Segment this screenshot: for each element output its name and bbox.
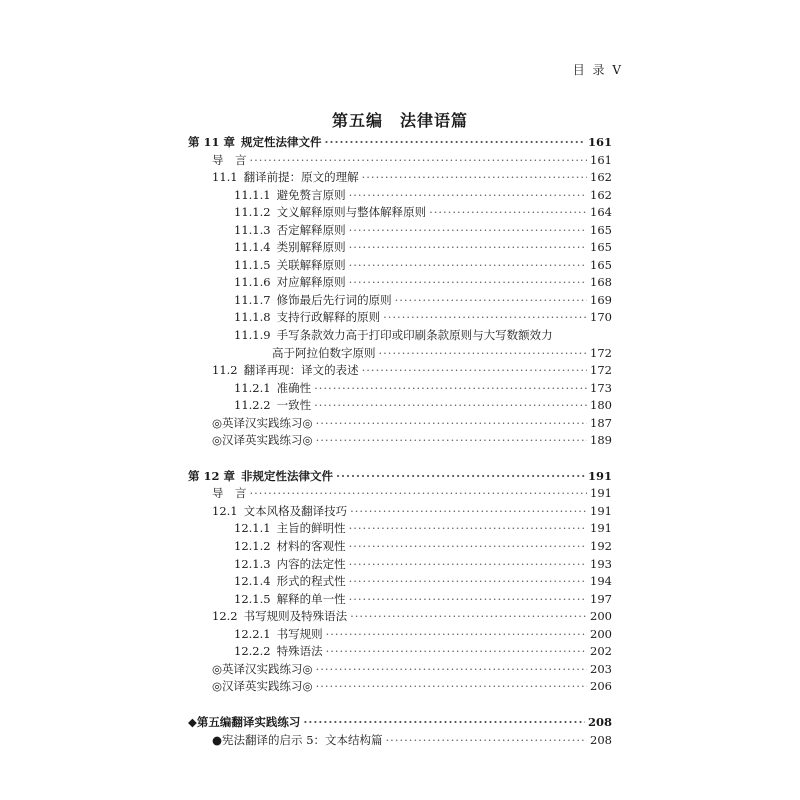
toc-entry[interactable]	[188, 204, 612, 222]
leader-dots	[314, 381, 587, 395]
toc-entry-title: 关联解释原则	[276, 257, 346, 272]
toc-entry[interactable]	[188, 187, 612, 205]
toc-entry-title: 避免赘言原则	[276, 187, 346, 202]
toc-chapter-entry[interactable]	[188, 468, 612, 486]
toc-page-number: 164	[590, 205, 612, 220]
section-gap	[188, 450, 612, 468]
toc-page-number: 200	[590, 609, 612, 624]
toc-page-number: 161	[590, 152, 612, 167]
toc-entry-title: 准确性	[276, 380, 312, 395]
toc-page-number: 208	[587, 714, 612, 729]
toc-entry-title: 特殊语法	[276, 644, 323, 659]
toc-page-number: 187	[590, 415, 612, 430]
toc-entry-title: 书写规则	[276, 626, 323, 641]
leader-dots	[316, 662, 587, 676]
toc-entry-title: 材料的客观性	[276, 539, 346, 554]
toc-entry[interactable]	[188, 362, 612, 380]
toc-entry-number: 11.1.3	[234, 222, 271, 237]
toc-entry-title: 形式的程式性	[276, 574, 346, 589]
toc-page-number: 191	[590, 486, 612, 501]
leader-dots	[326, 627, 587, 641]
leader-dots	[303, 715, 585, 729]
toc-entry-number: 11.1.1	[234, 187, 271, 202]
toc-entry-title: ◎汉译英实践练习◎	[212, 679, 313, 694]
toc-page-number: 168	[590, 275, 612, 290]
toc-entry[interactable]	[188, 678, 612, 696]
toc-page-number: 192	[590, 539, 612, 554]
toc-page-number: 170	[590, 310, 612, 325]
toc-entry-number: 11.1.4	[234, 240, 271, 255]
toc-entry-number: 11.1.7	[234, 292, 271, 307]
toc-page-number: 172	[590, 345, 612, 360]
toc-entry[interactable]	[188, 327, 612, 345]
toc-page-number: 193	[590, 556, 612, 571]
toc-entry-title: 解释的单一性	[276, 591, 346, 606]
toc-entry[interactable]	[188, 345, 612, 363]
leader-dots	[349, 592, 587, 606]
leader-dots	[429, 205, 587, 219]
toc-entry-title: 文义解释原则与整体解释原则	[276, 205, 427, 220]
toc-entry-title: 修饰最后先行词的原则	[276, 292, 392, 307]
toc-entry-title: 规定性法律文件	[241, 135, 322, 149]
toc-entry[interactable]	[188, 573, 612, 591]
leader-dots	[349, 258, 587, 272]
toc-page-number: 162	[590, 187, 612, 202]
toc-entry-title: 手写条款效力高于打印或印刷条款原则与大写数额效力	[276, 328, 553, 343]
toc-entry[interactable]	[188, 661, 612, 679]
toc-entry[interactable]	[188, 397, 612, 415]
leader-dots	[250, 486, 588, 500]
toc-entry-title: 非规定性法律文件	[241, 468, 334, 483]
leader-dots	[349, 539, 587, 553]
leader-dots	[383, 310, 587, 324]
toc-entry-title: 一致性	[276, 398, 312, 413]
toc-entry[interactable]	[188, 222, 612, 240]
toc-page-number: 169	[590, 292, 612, 307]
leader-dots	[326, 644, 587, 658]
leader-dots	[350, 504, 587, 518]
toc-entry-number: 11.1.2	[234, 205, 271, 220]
leader-dots	[349, 188, 587, 202]
leader-dots	[362, 170, 587, 184]
toc-entry-number: 12.2.2	[234, 644, 271, 659]
toc-page-number: 165	[590, 222, 612, 237]
toc-entry[interactable]	[188, 485, 612, 503]
toc-entry-title: ◎汉译英实践练习◎	[212, 433, 313, 448]
toc-page-number: 165	[590, 257, 612, 272]
toc-page-number: 173	[590, 380, 612, 395]
toc-entry-title: ◆第五编翻译实践练习	[188, 714, 301, 729]
toc-entry-title: 高于阿拉伯数字原则	[272, 345, 376, 360]
toc-entry-number: 11.2.1	[234, 380, 271, 395]
toc-entry[interactable]	[188, 626, 612, 644]
leader-dots	[349, 574, 587, 588]
toc-entry-number: 12.1.3	[234, 556, 271, 571]
toc-entry-number: 12.1	[212, 503, 238, 518]
toc-entry-title: 支持行政解释的原则	[276, 310, 381, 325]
leader-dots	[362, 363, 587, 377]
toc-entry-title: 翻译再现：译文的表述	[243, 363, 359, 378]
leader-dots	[314, 398, 587, 412]
toc-entry-title: 对应解释原则	[276, 275, 346, 290]
toc-page-number: 162	[590, 170, 612, 185]
toc-entry[interactable]	[188, 415, 612, 433]
leader-dots	[349, 275, 587, 289]
toc-entry-title: 类别解释原则	[276, 240, 346, 255]
toc-entry[interactable]	[188, 169, 612, 187]
toc-entry[interactable]	[188, 520, 612, 538]
part-title: 第五编 法律语篇	[331, 111, 468, 130]
section-gap	[188, 696, 612, 714]
toc-entry-number: 11.2	[212, 363, 238, 378]
toc-entry-title: 内容的法定性	[276, 556, 346, 571]
toc-entry-number: 11.1.6	[234, 275, 271, 290]
toc-entry-number: 11.1	[212, 170, 238, 185]
leader-dots	[349, 557, 587, 571]
leader-dots	[379, 346, 588, 360]
leader-dots	[350, 609, 587, 623]
toc-entry-number: 12.1.2	[234, 539, 271, 554]
toc-entry-number: 12.1.4	[234, 574, 271, 589]
toc-page-number: 172	[590, 363, 612, 378]
toc-page-number: 165	[590, 240, 612, 255]
toc-entry-number: 12.2.1	[234, 626, 271, 641]
toc-entry[interactable]	[188, 503, 612, 521]
toc-page-number: 208	[590, 732, 612, 747]
toc-page-number: 206	[590, 679, 612, 694]
leader-dots	[336, 469, 585, 483]
toc-entry-number: 12.2	[212, 609, 238, 624]
toc-entry-title: 否定解释原则	[276, 222, 346, 237]
toc-entry[interactable]	[188, 608, 612, 626]
toc-entry[interactable]	[188, 309, 612, 327]
toc-entry-number: 11.1.8	[234, 310, 271, 325]
toc-page-number: 189	[590, 433, 612, 448]
toc-page-number: 194	[590, 574, 612, 589]
toc-page-number: 191	[590, 521, 612, 536]
toc-entry[interactable]	[188, 257, 612, 275]
toc-entry[interactable]	[188, 643, 612, 661]
leader-dots	[316, 679, 587, 693]
leader-dots	[349, 223, 587, 237]
toc-entry-number: 12.1.5	[234, 591, 271, 606]
toc-entry-number: 11.2.2	[234, 398, 271, 413]
toc-entry-number: 第 12 章	[188, 468, 236, 483]
toc-entry[interactable]	[188, 380, 612, 398]
leader-dots	[250, 153, 588, 167]
toc-entry[interactable]	[188, 292, 612, 310]
leader-dots	[395, 293, 587, 307]
toc-entry[interactable]	[188, 239, 612, 257]
toc-page-number: 161	[587, 135, 612, 149]
leader-dots	[316, 416, 587, 430]
leader-dots	[349, 521, 587, 535]
toc-chapter-entry[interactable]	[188, 714, 612, 732]
toc-entry-number: 12.1.1	[234, 521, 271, 536]
toc-entry-title: 文本风格及翻译技巧	[243, 503, 348, 518]
toc-page-number: 191	[587, 468, 612, 483]
toc-entry-number: 11.1.5	[234, 257, 271, 272]
toc-entry-number: 第 11 章	[188, 135, 236, 149]
running-header: 目 录 V	[572, 63, 623, 77]
toc-page-number: 180	[590, 398, 612, 413]
toc-entry-title: ◎英译汉实践练习◎	[212, 661, 313, 676]
toc-entry[interactable]	[188, 274, 612, 292]
toc-entry-title: ●宪法翻译的启示 5：文本结构篇	[212, 732, 383, 747]
toc-entry[interactable]	[188, 591, 612, 609]
toc-entry[interactable]	[188, 152, 612, 170]
table-of-contents	[188, 134, 612, 749]
toc-entry-title: 翻译前提：原文的理解	[243, 170, 359, 185]
toc-page-number: 191	[590, 503, 612, 518]
toc-chapter-entry[interactable]	[188, 134, 612, 152]
toc-entry[interactable]	[188, 556, 612, 574]
toc-entry-title: 导 言	[212, 486, 247, 501]
leader-dots	[316, 433, 587, 447]
toc-page-number: 197	[590, 591, 612, 606]
toc-page-number: 202	[590, 644, 612, 659]
toc-entry[interactable]	[188, 732, 612, 750]
toc-entry[interactable]	[188, 538, 612, 556]
leader-dots	[325, 135, 585, 149]
toc-page-number: 203	[590, 661, 612, 676]
leader-dots	[386, 733, 588, 747]
toc-entry-title: 主旨的鲜明性	[276, 521, 346, 536]
toc-entry-number: 11.1.9	[234, 328, 271, 343]
toc-entry-title: 书写规则及特殊语法	[243, 609, 348, 624]
toc-entry[interactable]	[188, 432, 612, 450]
toc-entry-title: 导 言	[212, 152, 247, 167]
toc-entry-title: ◎英译汉实践练习◎	[212, 415, 313, 430]
leader-dots	[349, 240, 587, 254]
toc-page-number: 200	[590, 626, 612, 641]
